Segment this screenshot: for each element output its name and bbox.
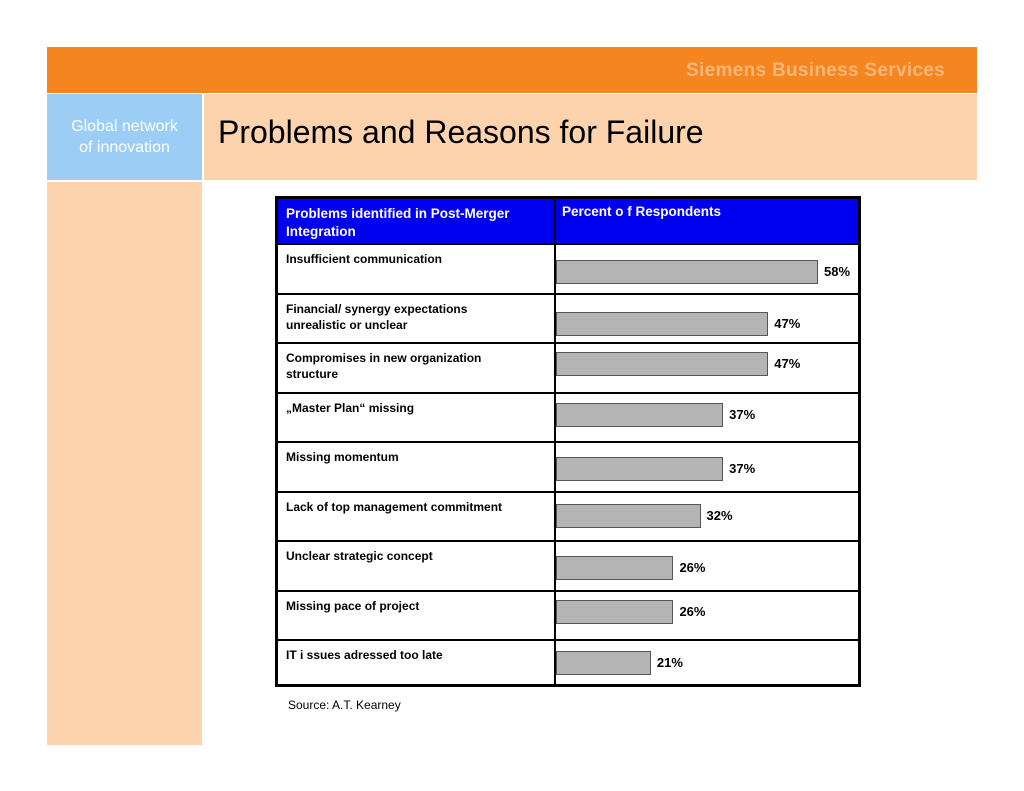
bar-value-label: 21% bbox=[656, 655, 683, 670]
category-label-line: Lack of top management commitment bbox=[286, 499, 503, 514]
table-row bbox=[278, 540, 858, 590]
bar-chart-table bbox=[275, 196, 861, 687]
category-label bbox=[286, 301, 548, 333]
page-title: Problems and Reasons for Failure bbox=[218, 114, 704, 150]
bar bbox=[556, 600, 673, 624]
table-row bbox=[278, 491, 858, 541]
category-label bbox=[286, 400, 548, 416]
bar-value-label: 47% bbox=[774, 315, 801, 331]
category-label-line: Missing pace of project bbox=[286, 598, 420, 613]
table-row bbox=[278, 590, 858, 640]
column-header-percent: Percent o f Respondents bbox=[562, 204, 722, 219]
bar bbox=[556, 457, 723, 481]
tagline-box bbox=[47, 94, 202, 180]
bar-value-label: 47% bbox=[774, 356, 801, 371]
bar bbox=[556, 312, 768, 336]
tagline-line-2: of innovation bbox=[79, 139, 170, 156]
category-label bbox=[286, 548, 548, 564]
bar bbox=[556, 260, 818, 284]
table-row bbox=[278, 392, 858, 442]
title-bar bbox=[204, 94, 977, 180]
bar-value-label: 26% bbox=[679, 603, 706, 619]
category-label-line: Missing momentum bbox=[286, 450, 399, 464]
table-header-row bbox=[278, 199, 858, 243]
category-label-line: structure bbox=[286, 367, 339, 381]
tagline-line-1: Global network bbox=[71, 118, 178, 135]
bar-value-label: 26% bbox=[679, 560, 706, 575]
brand-name: Siemens Business Services bbox=[686, 60, 945, 81]
category-label bbox=[286, 350, 548, 382]
category-label-line: IT i ssues adressed too late bbox=[286, 648, 443, 662]
bar bbox=[556, 556, 673, 580]
column-divider bbox=[554, 199, 556, 684]
category-label-line: Financial/ synergy expectations bbox=[286, 301, 468, 316]
category-label-line: Insufficient communication bbox=[286, 252, 443, 266]
table-row bbox=[278, 243, 858, 293]
bar-value-label: 37% bbox=[729, 461, 756, 476]
category-label-line: unrealistic or unclear bbox=[286, 317, 408, 332]
bar-value-label: 58% bbox=[824, 264, 851, 279]
bar bbox=[556, 352, 768, 376]
bar-value-label: 37% bbox=[729, 406, 756, 422]
source-note: Source: A.T. Kearney bbox=[288, 698, 401, 712]
bar bbox=[556, 504, 701, 528]
table-row bbox=[278, 441, 858, 491]
category-label bbox=[286, 598, 548, 614]
category-label bbox=[286, 499, 548, 515]
table-row bbox=[278, 639, 858, 689]
table-row bbox=[278, 293, 858, 343]
category-label bbox=[286, 449, 548, 465]
column-header-problems: Problems identified in Post-Merger Integration bbox=[286, 206, 510, 239]
category-label-line: „Master Plan“ missing bbox=[286, 400, 415, 415]
bar bbox=[556, 403, 723, 427]
category-label-line: Unclear strategic concept bbox=[286, 549, 433, 563]
bar bbox=[556, 651, 651, 675]
category-label bbox=[286, 647, 548, 663]
bar-value-label: 32% bbox=[706, 507, 733, 523]
category-label-line: Compromises in new organization bbox=[286, 351, 482, 365]
left-panel bbox=[47, 182, 202, 745]
table-row bbox=[278, 342, 858, 392]
category-label bbox=[286, 251, 548, 267]
top-banner bbox=[47, 47, 977, 93]
